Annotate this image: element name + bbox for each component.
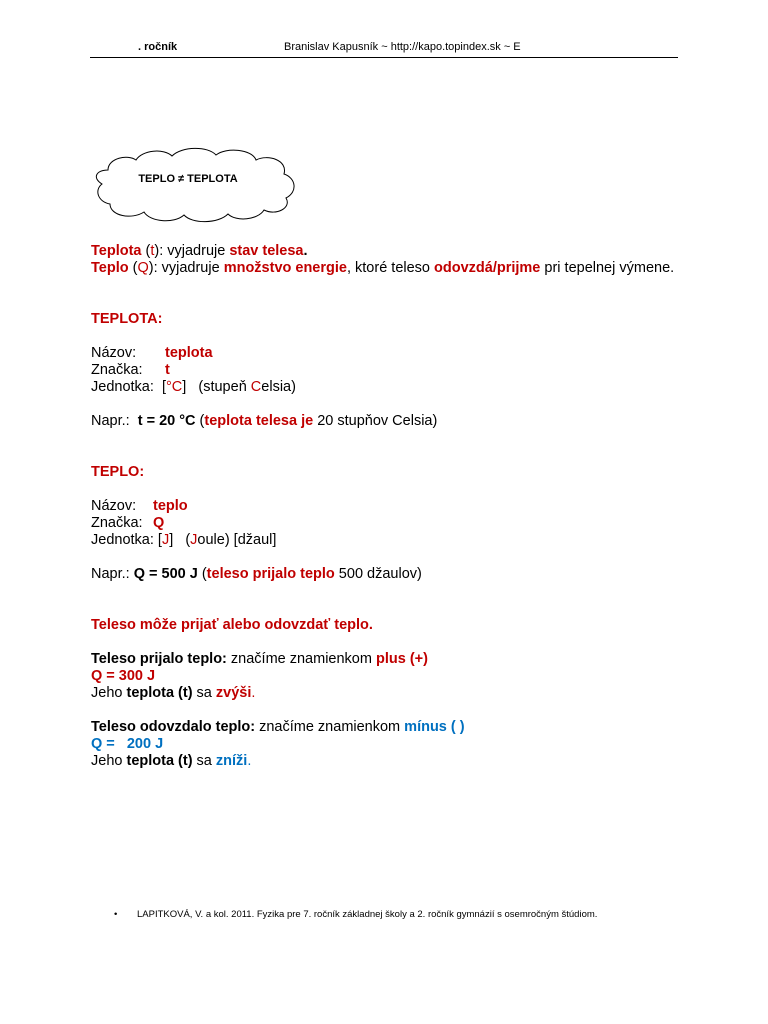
teplo-name-row [91,498,681,515]
label-name: Názov: [91,345,137,361]
value-symbol: t [165,362,170,378]
keyword-state: stav telesa [229,243,304,259]
term-teplota: Teplota [91,243,142,259]
label-symbol: Značka: [91,362,143,378]
value-unit: °C [165,379,183,395]
teplota-name-row [91,345,681,362]
teplo-symbol-row [91,515,681,532]
definition-teplota [91,243,681,260]
heading-teplota: TEPLOTA: [91,311,163,327]
unit-name-text: oule) [džaul] [197,532,277,548]
heading-teplo: TEPLO: [91,464,145,480]
value-name: teplo [153,498,188,514]
value-name: teplota [165,345,213,361]
period: . [303,243,308,259]
example-formula: Q = 500 J [133,566,198,582]
sign-minus: mínus ( ) [404,719,465,735]
definition-text: pri tepelnej výmene. [540,260,675,276]
result-text: sa [192,753,216,769]
result-text: Jeho [91,753,127,769]
receive-title: Teleso prijalo teplo: [91,651,227,667]
receive-rule [91,651,681,668]
result-increase: zvýši [215,685,252,701]
unit-letter: J [190,532,198,548]
teplota-symbol-row [91,362,681,379]
page-header [90,40,678,58]
example-text: 500 džaulov) [334,566,422,582]
receive-result [91,685,681,702]
cloud-shape [92,146,298,226]
cloud-callout [92,146,298,226]
teplota-example-row [91,413,681,430]
label-example: Napr.: [91,413,130,429]
value-symbol: Q [153,515,165,531]
label-symbol: Značka: [91,515,143,531]
result-quantity: teplota (t) [126,753,193,769]
example-highlight: teplota telesa je [204,413,314,429]
bracket-close: ] [169,532,174,548]
give-result [91,753,681,770]
result-text: Jeho [91,685,127,701]
header-grade: . ročník [138,41,178,53]
give-rule [91,719,681,736]
unit-name-text: elsia) [261,379,296,395]
heading-exchange: Teleso môže prijať alebo odovzdať teplo. [91,617,373,633]
definition-teplo [91,260,681,277]
receive-formula: Q = 300 J [91,668,156,684]
paren-open: ( [195,413,205,429]
label-unit: Jednotka: [91,379,154,395]
paren-open: ( [141,243,151,259]
label-example: Napr.: [91,566,130,582]
result-text: sa [192,685,216,701]
term-teplo: Teplo [91,260,129,276]
unit-name-text: ( [185,532,191,548]
paren-open: ( [128,260,138,276]
example-formula: t = 20 °C [137,413,196,429]
symbol-q: Q [137,260,149,276]
example-highlight: teleso prijalo teplo [206,566,335,582]
receive-text: značíme znamienkom [226,651,376,667]
value-unit: J [161,532,170,548]
bracket-open: [ [161,379,166,395]
label-name: Názov: [91,498,137,514]
teplo-unit-row [91,532,681,549]
footnote-text: LAPITKOVÁ, V. a kol. 2011. Fyzika pre 7. ročník základnej školy a 2. ročník gymnázií s osemročným štúdiom. [137,909,598,920]
keyword-transfer: odovzdá/prijme [434,260,541,276]
keyword-energy: množstvo energie [223,260,347,276]
bullet-icon: • [114,909,118,920]
teplota-unit-row [91,379,681,396]
give-text: značíme znamienkom [255,719,405,735]
period: . [251,685,256,701]
definition-text: , ktoré teleso [346,260,435,276]
definition-text: ): vyjadruje [148,260,224,276]
header-author: Branislav Kapusník ~ http://kapo.topindex.sk ~ E [284,41,521,53]
example-text: 20 stupňov Celsia) [313,413,438,429]
teplo-example-row [91,566,681,583]
document-body [91,243,681,770]
give-formula: Q = 200 J [91,736,164,752]
bracket-close: ] [182,379,187,395]
result-quantity: teplota (t) [126,685,193,701]
cloud-text: TEPLO ≠ TEPLOTA [138,173,238,185]
unit-name-text: (stupeň [198,379,251,395]
definition-text: ): vyjadruje [154,243,230,259]
symbol-t: t [150,243,155,259]
label-unit: Jednotka: [ [91,532,162,548]
unit-letter: C [250,379,262,395]
paren-open: ( [197,566,207,582]
result-decrease: zníži [215,753,248,769]
give-title: Teleso odovzdalo teplo: [91,719,256,735]
sign-plus: plus (+) [375,651,428,667]
period: . [247,753,252,769]
